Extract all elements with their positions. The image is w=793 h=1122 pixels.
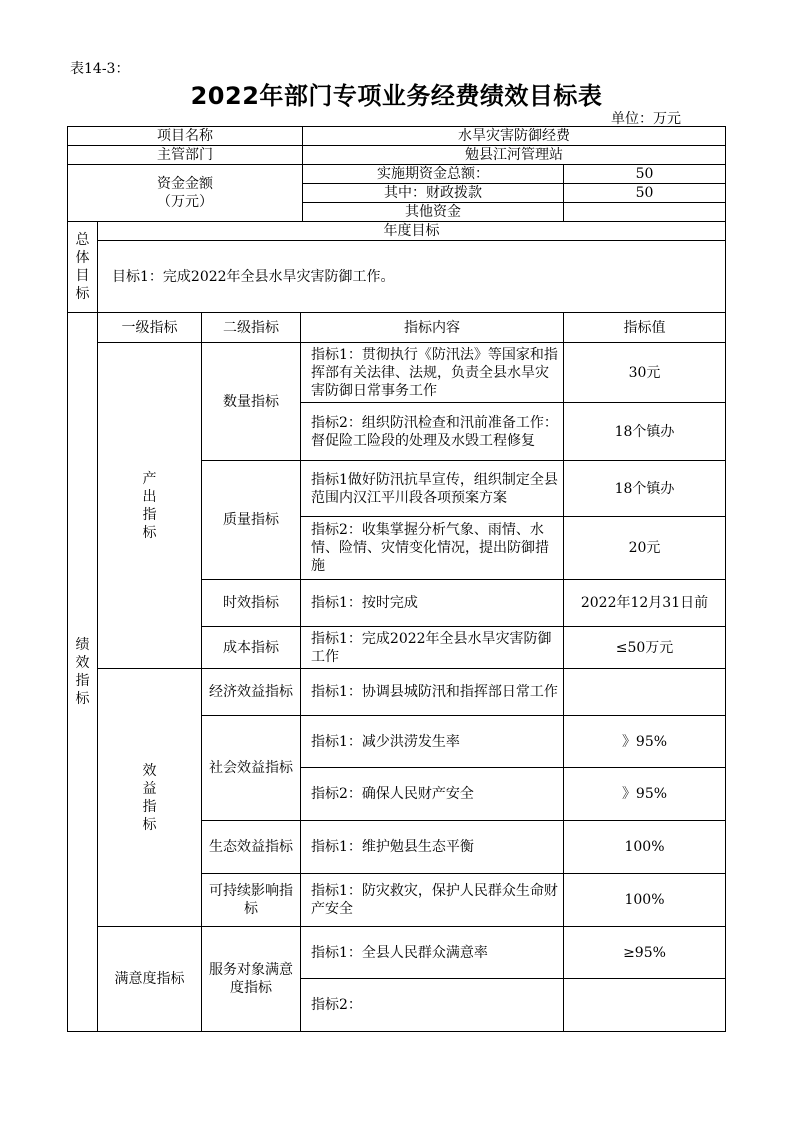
indicator-content: 指标1：防灾救灾，保护人民群众生命财产安全	[301, 874, 564, 927]
indicator-value: ≥95%	[564, 927, 726, 979]
indicator-content: 指标2：	[301, 979, 564, 1032]
performance-label	[68, 313, 98, 1032]
header-level2: 二级指标	[202, 313, 301, 343]
performance-target-table	[67, 126, 726, 1032]
indicator-value: 20元	[564, 517, 726, 580]
annual-goal-row	[68, 241, 726, 313]
overall-goal-char: 目	[75, 268, 90, 284]
funds-other-value	[564, 203, 726, 222]
annual-goal-label: 年度目标	[98, 222, 726, 241]
social-indicator-label: 社会效益指标	[202, 716, 301, 821]
table-number: 表14-3：	[70, 61, 130, 77]
benefit-char: 指	[142, 798, 157, 815]
performance-char: 指	[75, 673, 90, 689]
indicator-value: 2022年12月31日前	[564, 580, 726, 627]
department-value: 勉县江河管理站	[303, 146, 726, 165]
overall-goal-label	[68, 222, 98, 313]
economic-indicator-label: 经济效益指标	[202, 669, 301, 716]
indicator-content: 指标2：组织防汛检查和汛前准备工作：督促险工险段的处理及水毁工程修复	[301, 403, 564, 461]
header-level1: 一级指标	[98, 313, 202, 343]
performance-char: 效	[75, 655, 90, 671]
project-name-row	[68, 127, 726, 146]
indicator-value: 》95%	[564, 716, 726, 768]
indicator-value: 100%	[564, 821, 726, 874]
indicator-content: 指标2：确保人民财产安全	[301, 768, 564, 821]
annual-goal-header-row	[68, 222, 726, 241]
indicator-value	[564, 669, 726, 716]
annual-goal-text: 目标1：完成2022年全县水旱灾害防御工作。	[98, 241, 726, 313]
satisfaction-indicator-label: 满意度指标	[98, 927, 202, 1032]
unit-label: 单位：万元	[611, 111, 681, 127]
funds-total-row	[68, 165, 726, 184]
indicator-content: 指标1：完成2022年全县水旱灾害防御工作	[301, 627, 564, 669]
table-row	[68, 669, 726, 716]
indicator-value	[564, 979, 726, 1032]
output-char: 指	[142, 506, 157, 523]
funds-label-unit: （万元）	[157, 194, 213, 210]
indicator-content: 指标2：收集掌握分析气象、雨情、水情、险情、灾情变化情况，提出防御措施	[301, 517, 564, 580]
cost-indicator-label: 成本指标	[202, 627, 301, 669]
department-label: 主管部门	[68, 146, 303, 165]
table-row	[68, 343, 726, 403]
benefit-char: 益	[142, 780, 157, 797]
performance-char: 标	[75, 691, 90, 707]
page-title: 2022年部门专项业务经费绩效目标表	[190, 82, 603, 110]
indicator-content: 指标1：贯彻执行《防汛法》等国家和指挥部有关法律、法规，负责全县水旱灾害防御日常事务工作	[301, 343, 564, 403]
ecological-indicator-label: 生态效益指标	[202, 821, 301, 874]
indicator-value: 18个镇办	[564, 403, 726, 461]
indicator-value: 18个镇办	[564, 461, 726, 517]
output-indicator-label	[98, 343, 202, 669]
funds-label	[68, 165, 303, 222]
benefit-indicator-label	[98, 669, 202, 927]
project-name-label: 项目名称	[68, 127, 303, 146]
overall-goal-char: 标	[75, 286, 90, 302]
indicator-content: 指标1：按时完成	[301, 580, 564, 627]
performance-header-row	[68, 313, 726, 343]
output-char: 出	[142, 488, 157, 505]
overall-goal-char: 体	[75, 250, 90, 266]
project-name-value: 水旱灾害防御经费	[303, 127, 726, 146]
funds-total-value: 50	[564, 165, 726, 184]
output-char: 产	[142, 470, 157, 487]
funds-total-label: 实施期资金总额：	[303, 165, 564, 184]
sustainable-indicator-label: 可持续影响指标	[202, 874, 301, 927]
header-content: 指标内容	[301, 313, 564, 343]
indicator-value: ≤50万元	[564, 627, 726, 669]
table-row	[68, 927, 726, 979]
funds-other-label: 其他资金	[303, 203, 564, 222]
service-satisfaction-label: 服务对象满意度指标	[202, 927, 301, 1032]
funds-fiscal-label: 其中：财政拨款	[303, 184, 564, 203]
department-row	[68, 146, 726, 165]
performance-char: 绩	[75, 637, 90, 653]
quality-indicator-label: 质量指标	[202, 461, 301, 580]
quantity-indicator-label: 数量指标	[202, 343, 301, 461]
indicator-content: 指标1：维护勉县生态平衡	[301, 821, 564, 874]
benefit-char: 效	[142, 762, 157, 779]
header-value: 指标值	[564, 313, 726, 343]
indicator-value: 》95%	[564, 768, 726, 821]
overall-goal-char: 总	[75, 232, 90, 248]
funds-fiscal-value: 50	[564, 184, 726, 203]
benefit-char: 标	[142, 816, 157, 833]
indicator-content: 指标1：协调县城防汛和指挥部日常工作	[301, 669, 564, 716]
indicator-content: 指标1：减少洪涝发生率	[301, 716, 564, 768]
output-char: 标	[142, 524, 157, 541]
funds-label-text: 资金金额	[157, 176, 213, 192]
indicator-content: 指标1做好防汛抗旱宣传，组织制定全县范围内汉江平川段各项预案方案	[301, 461, 564, 517]
indicator-value: 100%	[564, 874, 726, 927]
indicator-value: 30元	[564, 343, 726, 403]
indicator-content: 指标1：全县人民群众满意率	[301, 927, 564, 979]
timeliness-indicator-label: 时效指标	[202, 580, 301, 627]
